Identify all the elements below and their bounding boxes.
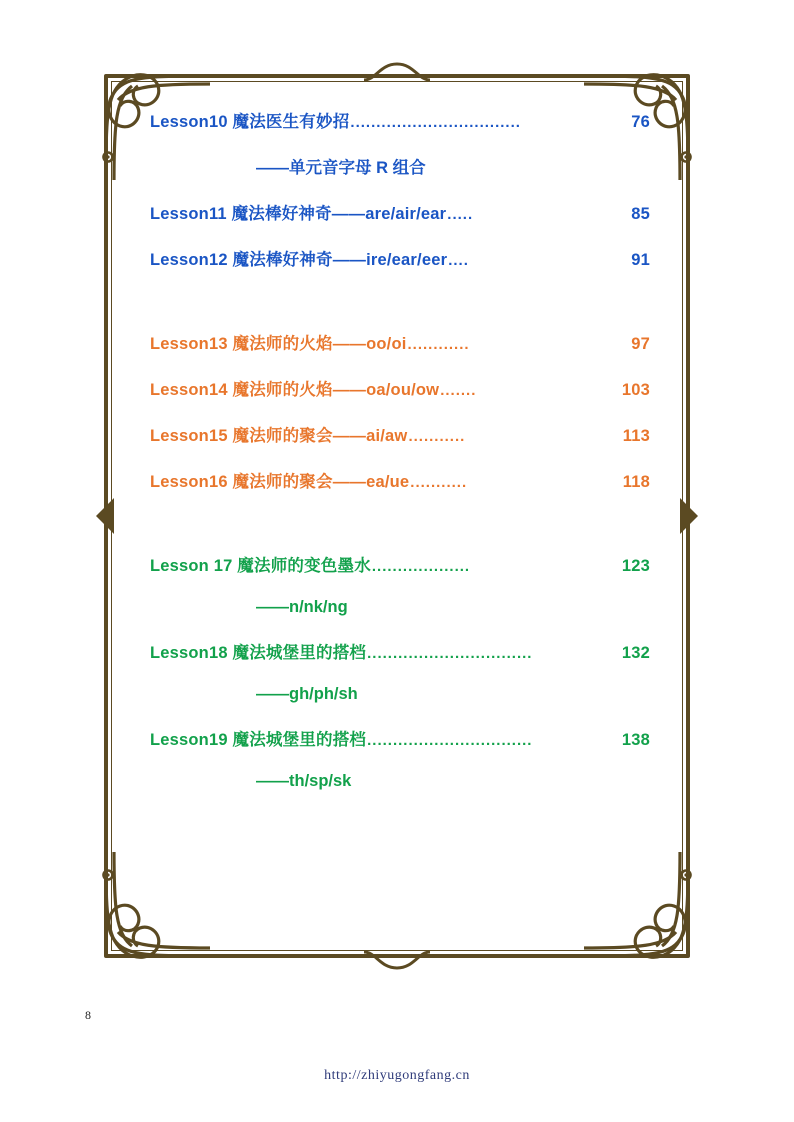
side-arrow-ornament-icon xyxy=(88,494,118,538)
toc-entry-title: Lesson 17 魔法师的变色墨水 xyxy=(150,557,371,575)
page-number: 8 xyxy=(85,1008,91,1022)
toc-leader-dots: ..... xyxy=(447,206,474,223)
toc-entry[interactable] xyxy=(150,200,650,224)
toc-leader-dots: .... xyxy=(448,252,469,269)
toc-leader-dots: ................... xyxy=(371,558,471,575)
toc-entry[interactable] xyxy=(150,422,650,446)
toc-leader-dots: ............ xyxy=(407,336,470,353)
toc-entry[interactable] xyxy=(150,552,650,576)
bottom-center-ornament-icon xyxy=(362,946,432,972)
toc-leader-dots: ................................. xyxy=(350,114,521,131)
toc-entry[interactable] xyxy=(150,330,650,354)
top-center-ornament-icon xyxy=(362,60,432,86)
toc-leader-dots: ........... xyxy=(408,428,466,445)
toc-entry-title: Lesson12 魔法棒好神奇——ire/ear/eer xyxy=(150,251,448,269)
section-gap xyxy=(150,514,650,552)
toc-subtitle: ——gh/ph/sh xyxy=(256,685,358,703)
toc-page-number: 123 xyxy=(621,557,650,575)
toc-page-number: 138 xyxy=(621,731,650,749)
corner-flourish-icon xyxy=(582,850,702,970)
toc-leader-dots: ....... xyxy=(440,382,477,399)
toc-leader-dots: ................................ xyxy=(367,645,533,662)
toc-subtitle: ——单元音字母 R 组合 xyxy=(256,159,426,177)
toc-page-number: 132 xyxy=(621,644,650,662)
toc-page-number: 103 xyxy=(621,381,650,399)
toc-entry[interactable] xyxy=(150,639,650,663)
toc-entry-title: Lesson11 魔法棒好神奇——are/air/ear xyxy=(150,205,447,223)
toc-entry-title: Lesson10 魔法医生有妙招 xyxy=(150,113,350,131)
toc-entry-title: Lesson18 魔法城堡里的搭档 xyxy=(150,644,367,662)
toc-subtitle: ——th/sp/sk xyxy=(256,772,352,790)
footer-url: http://zhiyugongfang.cn xyxy=(324,1068,470,1083)
table-of-contents xyxy=(150,108,650,813)
toc-entry[interactable] xyxy=(150,726,650,750)
toc-leader-dots: ................................ xyxy=(367,732,533,749)
toc-page-number: 118 xyxy=(622,473,650,491)
toc-entry-title: Lesson16 魔法师的聚会——ea/ue xyxy=(150,473,410,491)
toc-entry-title: Lesson15 魔法师的聚会——ai/aw xyxy=(150,427,408,445)
toc-entry-title: Lesson19 魔法城堡里的搭档 xyxy=(150,731,367,749)
section-gap xyxy=(150,292,650,330)
toc-entry[interactable] xyxy=(150,108,650,132)
toc-page-number: 113 xyxy=(622,427,650,445)
toc-subtitle: ——n/nk/ng xyxy=(256,598,348,616)
toc-entry-title: Lesson14 魔法师的火焰——oa/ou/ow xyxy=(150,381,440,399)
toc-page-number: 97 xyxy=(631,335,650,353)
side-arrow-ornament-icon xyxy=(676,494,706,538)
toc-entry[interactable] xyxy=(150,376,650,400)
toc-leader-dots: ........... xyxy=(410,474,468,491)
toc-entry-title: Lesson13 魔法师的火焰——oo/oi xyxy=(150,335,407,353)
toc-entry[interactable] xyxy=(150,468,650,492)
toc-page-number: 91 xyxy=(631,251,650,269)
toc-entry[interactable] xyxy=(150,246,650,270)
toc-page-number: 76 xyxy=(631,113,650,131)
corner-flourish-icon xyxy=(92,850,212,970)
toc-page-number: 85 xyxy=(631,205,650,223)
